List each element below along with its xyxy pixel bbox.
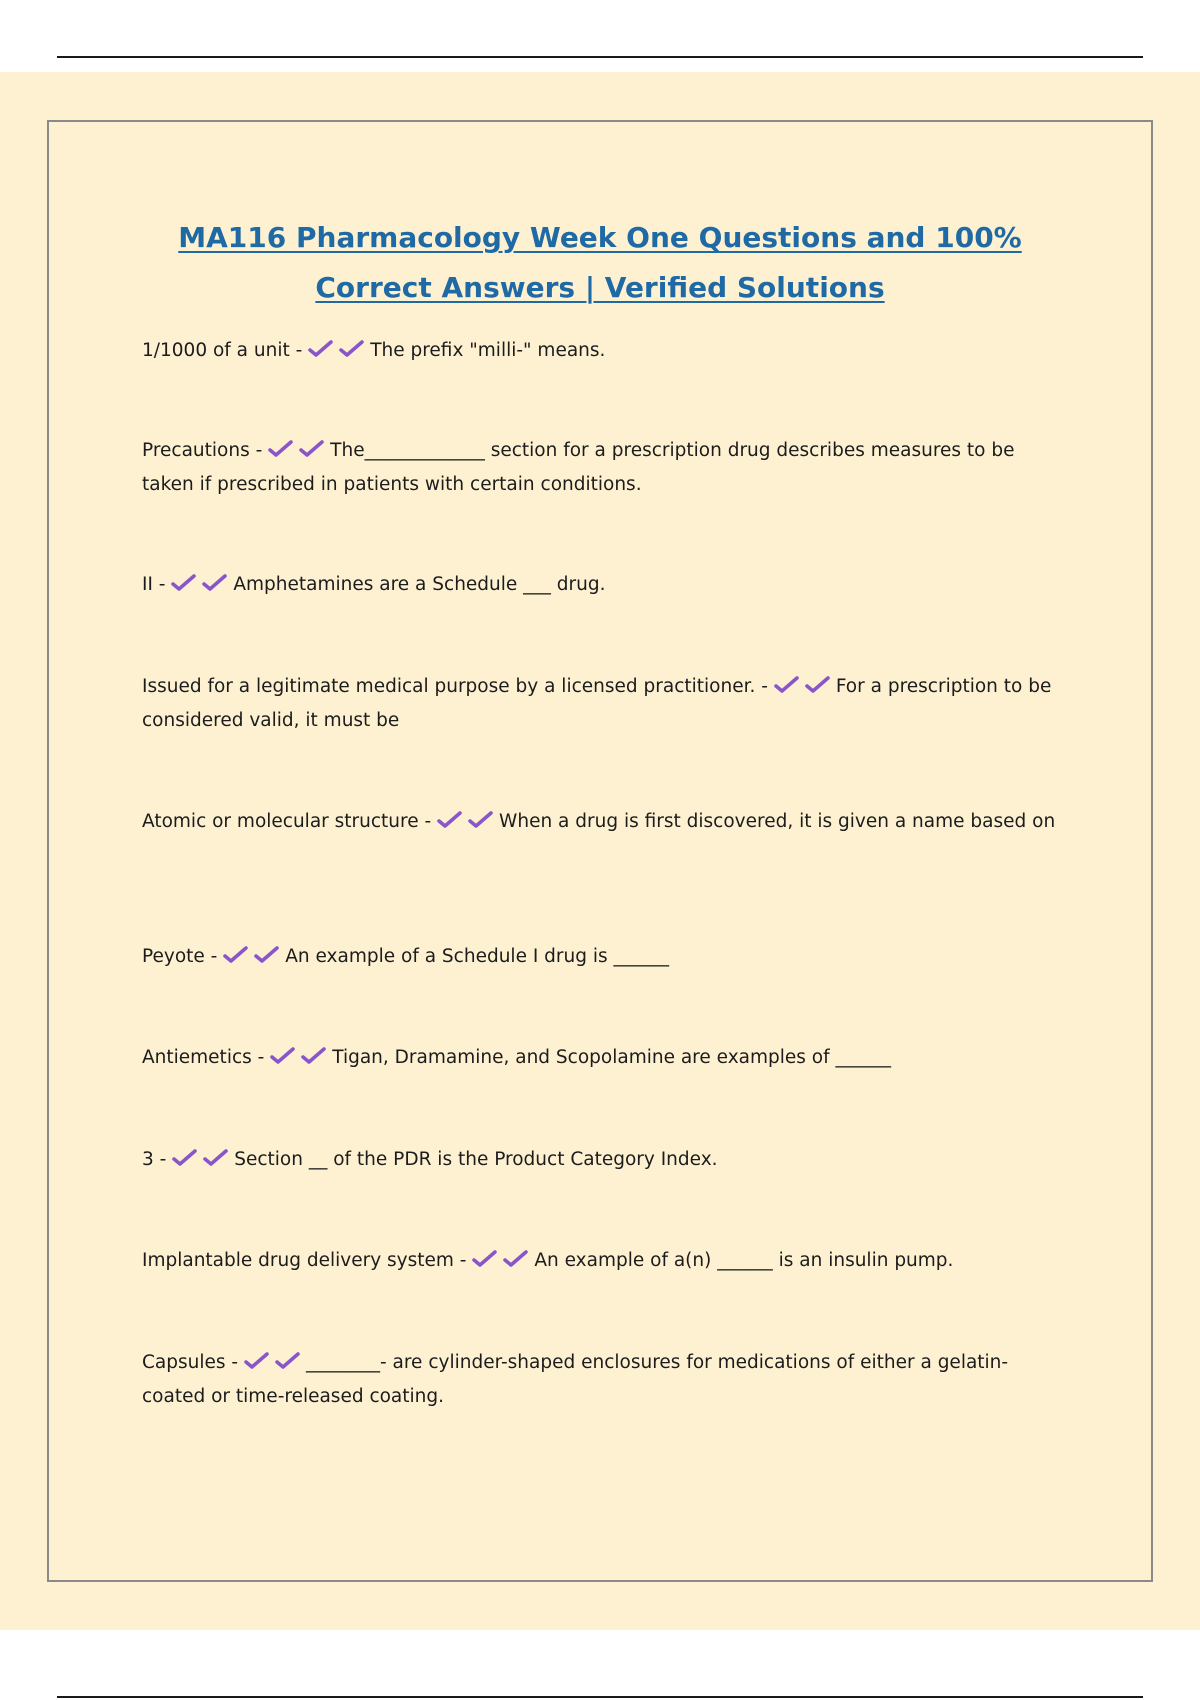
qa-item — [142, 1244, 1057, 1278]
check-mark-icon — [203, 1148, 229, 1168]
question-text: Tigan, Dramamine, and Scopolamine are examples of ______ — [332, 1047, 891, 1068]
answer-text: Issued for a legitimate medical purpose by a licensed practitioner. - — [142, 676, 768, 697]
answer-text: II - — [142, 574, 166, 595]
qa-item — [142, 940, 1057, 974]
check-mark-icon — [275, 1351, 301, 1371]
qa-item — [142, 434, 1057, 502]
answer-text: Implantable drug delivery system - — [142, 1250, 467, 1271]
question-text: ________- are cylinder-shaped enclosures for medications of either a gelatin-coated or time-released coating. — [142, 1352, 1009, 1407]
answer-text: Precautions - — [142, 440, 263, 461]
answer-text: Capsules - — [142, 1352, 239, 1373]
qa-item — [142, 1143, 1057, 1177]
check-mark-icon — [339, 339, 365, 359]
question-text: An example of a Schedule I drug is ______ — [285, 946, 670, 967]
check-mark-icon — [254, 945, 280, 965]
check-mark-icon — [223, 945, 249, 965]
question-text: Amphetamines are a Schedule ___ drug. — [233, 574, 606, 595]
answer-text: 3 - — [142, 1149, 167, 1170]
check-mark-icon — [503, 1249, 529, 1269]
qa-item — [142, 1346, 1057, 1414]
check-mark-icon — [301, 1046, 327, 1066]
qa-item — [142, 805, 1057, 839]
check-mark-icon — [805, 675, 831, 695]
check-mark-icon — [202, 573, 228, 593]
question-text: When a drug is first discovered, it is given a name based on — [499, 811, 1056, 832]
answer-text: 1/1000 of a unit - — [142, 340, 303, 361]
qa-item — [142, 568, 1057, 602]
top-rule — [57, 56, 1143, 58]
check-mark-icon — [468, 810, 494, 830]
document-title[interactable]: MA116 Pharmacology Week One Questions and 100% Correct Answers | Verified Solutions — [178, 221, 1022, 304]
check-mark-icon — [308, 339, 334, 359]
question-text: For a prescription to be considered valid, it must be — [142, 676, 1052, 731]
check-mark-icon — [172, 1148, 198, 1168]
question-text: An example of a(n) ______ is an insulin pump. — [534, 1250, 954, 1271]
question-text: Section __ of the PDR is the Product Category Index. — [234, 1149, 718, 1170]
check-mark-icon — [171, 573, 197, 593]
qa-item — [142, 1041, 1057, 1075]
check-mark-icon — [472, 1249, 498, 1269]
check-mark-icon — [270, 1046, 296, 1066]
qa-item — [142, 670, 1057, 738]
check-mark-icon — [299, 439, 325, 459]
answer-text: Peyote - — [142, 946, 218, 967]
answer-text: Atomic or molecular structure - — [142, 811, 432, 832]
qa-item — [142, 334, 1057, 368]
check-mark-icon — [244, 1351, 270, 1371]
answer-text: Antiemetics - — [142, 1047, 265, 1068]
check-mark-icon — [437, 810, 463, 830]
question-text: The prefix "milli-" means. — [370, 340, 606, 361]
question-text: The_____________ section for a prescription drug describes measures to be taken if prescribed in patients with certain conditions. — [142, 440, 1015, 495]
check-mark-icon — [774, 675, 800, 695]
check-mark-icon — [268, 439, 294, 459]
bottom-rule — [57, 1696, 1143, 1698]
